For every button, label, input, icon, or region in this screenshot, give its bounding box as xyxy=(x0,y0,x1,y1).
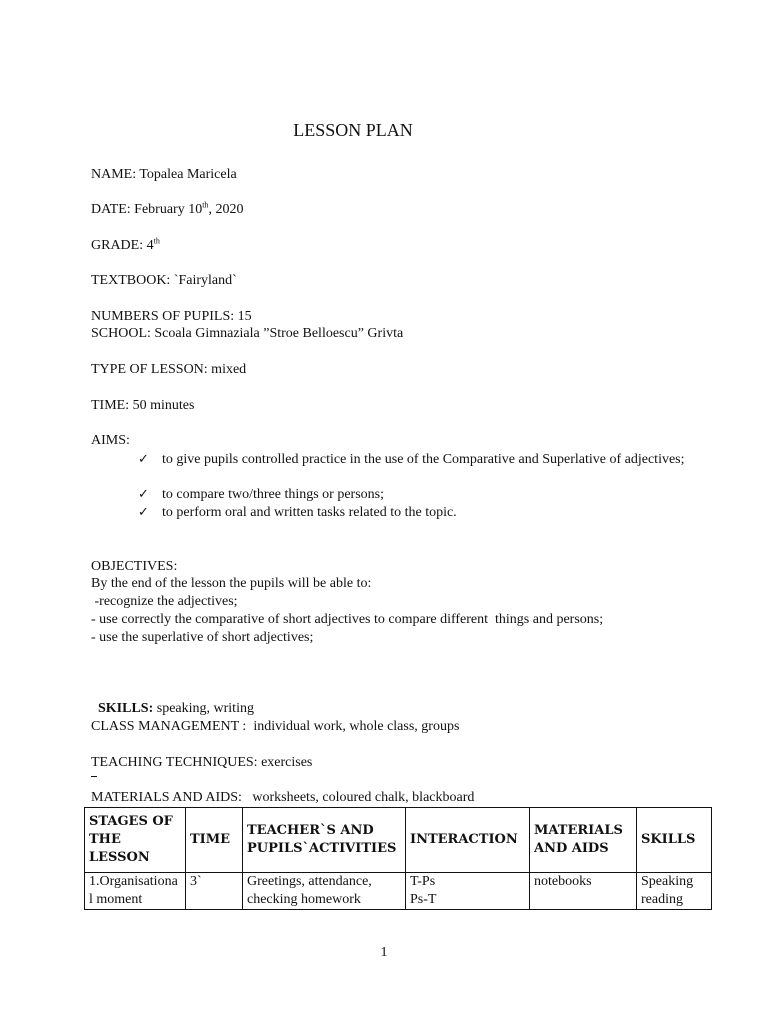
skills-cell-line: reading xyxy=(641,892,683,907)
class-management-line: CLASS MANAGEMENT : individual work, whole class, groups xyxy=(91,719,460,734)
date-prefix: DATE: February 10 xyxy=(91,202,203,217)
materials-line: MATERIALS AND AIDS: worksheets, coloured chalk, blackboard xyxy=(91,790,475,805)
table-cell-stage: 1.Organisational moment xyxy=(85,873,186,910)
table-header-cell: TIME xyxy=(186,808,243,873)
time-line: TIME: 50 minutes xyxy=(91,398,195,413)
table-cell-skills xyxy=(637,873,712,910)
table-cell-interaction xyxy=(406,873,530,910)
table-header-cell: INTERACTION xyxy=(406,808,530,873)
checkmark-icon: ✓ xyxy=(138,505,149,520)
objectives-line: - use the superlative of short adjectives; xyxy=(91,630,314,645)
aims-item xyxy=(138,451,698,468)
page-number: 1 xyxy=(380,945,388,960)
checkmark-icon: ✓ xyxy=(138,452,149,467)
skills-label: SKILLS: xyxy=(98,701,154,716)
date-suffix: , 2020 xyxy=(208,202,244,217)
table-header-cell: TEACHER`S AND PUPILS`ACTIVITIES xyxy=(243,808,406,873)
date-sup: th xyxy=(202,200,209,210)
skills-line xyxy=(91,683,254,717)
page-title: LESSON PLAN xyxy=(293,120,413,140)
textbook-line: TEXTBOOK: `Fairyland` xyxy=(91,273,237,288)
grade-sup: th xyxy=(153,236,160,246)
table-cell-materials: notebooks xyxy=(530,873,637,910)
grade-line xyxy=(91,237,160,254)
skills-value: speaking, writing xyxy=(153,701,254,716)
objectives-line: -recognize the adjectives; xyxy=(91,594,238,609)
aims-item-text: to perform oral and written tasks related to the topic. xyxy=(162,505,457,520)
lesson-table xyxy=(84,807,712,910)
pupils-line: NUMBERS OF PUPILS: 15 xyxy=(91,309,252,324)
interaction-line: Ps-T xyxy=(410,892,437,907)
objectives-label: OBJECTIVES: xyxy=(91,559,178,574)
table-header-row xyxy=(85,808,712,873)
aims-item-text: to give pupils controlled practice in the use of the Comparative and Superlative of adjectives; xyxy=(162,452,685,467)
table-header-cell: MATERIALS AND AIDS xyxy=(530,808,637,873)
objectives-line: By the end of the lesson the pupils will be able to: xyxy=(91,576,372,591)
skills-cell-line: Speaking xyxy=(641,874,694,889)
interaction-line: T-Ps xyxy=(410,874,436,889)
table-cell-activities: Greetings, attendance, checking homework xyxy=(243,873,406,910)
stray-dash xyxy=(91,776,97,777)
name-line: NAME: Topalea Maricela xyxy=(91,167,237,182)
teaching-techniques-line: TEACHING TECHNIQUES: exercises xyxy=(91,755,313,770)
checkmark-icon: ✓ xyxy=(138,487,149,502)
table-header-cell: STAGES OF THE LESSON xyxy=(85,808,186,873)
aims-item-text: to compare two/three things or persons; xyxy=(162,487,385,502)
grade-prefix: GRADE: 4 xyxy=(91,238,154,253)
objectives-line: - use correctly the comparative of short adjectives to compare different things and persons; xyxy=(91,612,604,627)
type-of-lesson-line: TYPE OF LESSON: mixed xyxy=(91,362,247,377)
table-cell-time: 3` xyxy=(186,873,243,910)
school-line: SCHOOL: Scoala Gimnaziala ”Stroe Belloescu” Grivta xyxy=(91,326,404,341)
aims-item xyxy=(138,486,698,503)
date-line xyxy=(91,201,243,218)
aims-label: AIMS: xyxy=(91,433,130,448)
aims-item xyxy=(138,504,698,521)
table-header-cell: SKILLS xyxy=(637,808,712,873)
table-row xyxy=(85,873,712,910)
